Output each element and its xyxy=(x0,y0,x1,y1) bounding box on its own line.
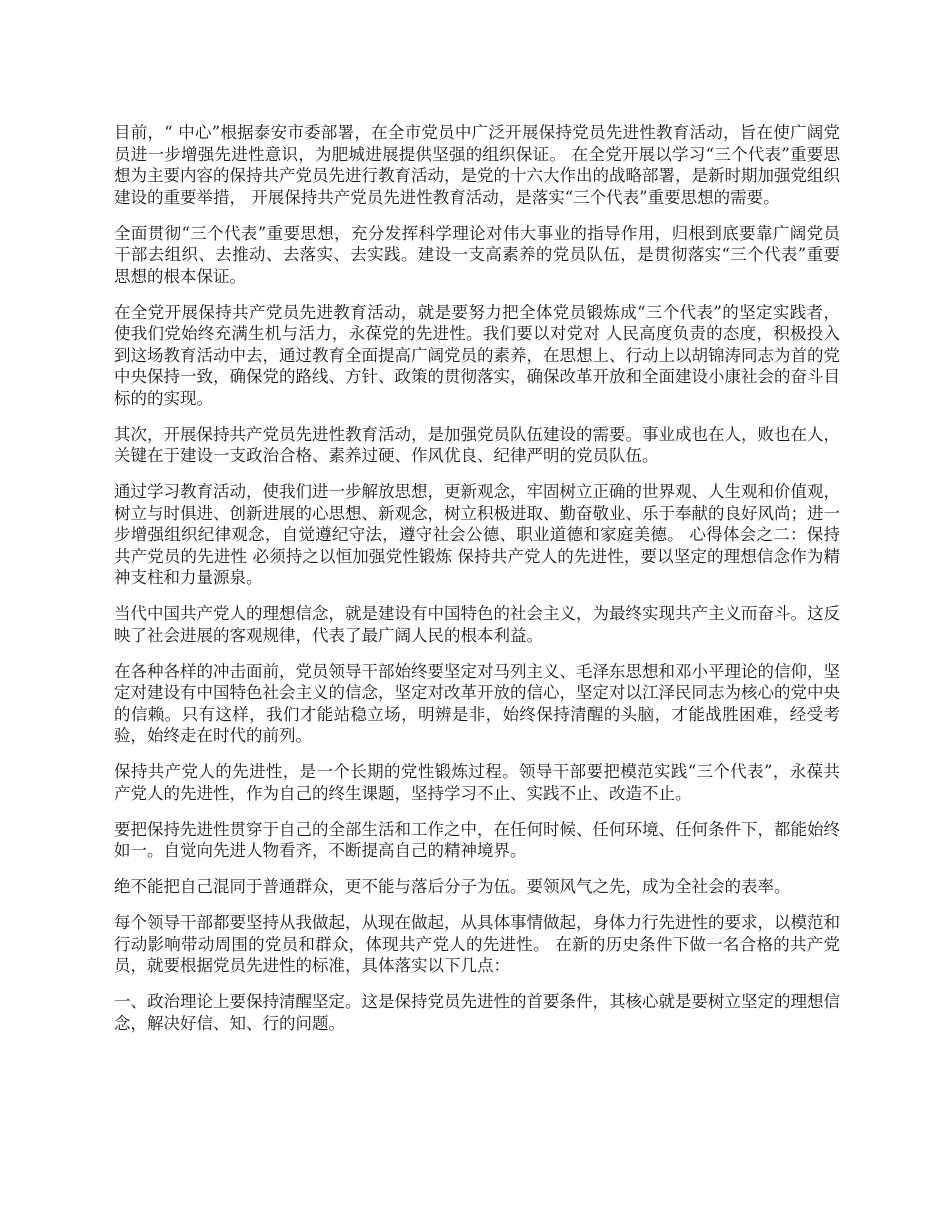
paragraph-11: 每个领导干部都要坚持从我做起，从现在做起，从具体事情做起，身体力行先进性的要求，以模范和行动影响带动周围的党员和群众，体现共产党人的先进性。 在新的历史条件下做一名合格的共产党员，就要根据党员先进性的标准，具体落实以下几点： xyxy=(114,913,840,975)
paragraph-5: 通过学习教育活动，使我们进一步解放思想，更新观念，牢固树立正确的世界观、人生观和价值观，树立与时俱进、创新进展的心思想、新观念，树立积极进取、勤奋敬业、乐于奉献的良好风尚；进一步增强组织纪律观念，自觉遵纪守法，遵守社会公德、职业道德和家庭美德。 心得体会之二：保持共产党员的先进性 必须持之以恒加强党性锻炼 保持共产党人的先进性，要以坚定的理想信念作为精神支柱和力量源泉。 xyxy=(114,482,840,587)
paragraph-12: 一、政治理论上要保持清醒坚定。这是保持党员先进性的首要条件，其核心就是要树立坚定的理想信念，解决好信、知、行的问题。 xyxy=(114,992,840,1033)
paragraph-6: 当代中国共产党人的理想信念，就是建设有中国特色的社会主义，为最终实现共产主义而奋斗。这反映了社会进展的客观规律，代表了最广阔人民的根本利益。 xyxy=(114,604,840,645)
paragraph-7: 在各种各样的冲击面前，党员领导干部始终要坚定对马列主义、毛泽东思想和邓小平理论的信仰，坚定对建设有中国特色社会主义的信念，坚定对改革开放的信心，坚定对以江泽民同志为核心的党中央的信赖。只有这样，我们才能站稳立场，明辨是非，始终保持清醒的头脑，才能战胜困难，经受考验，始终走在时代的前列。 xyxy=(114,661,840,745)
paragraph-9: 要把保持先进性贯穿于自己的全部生活和工作之中，在任何时候、任何环境、任何条件下，都能始终如一。自觉向先进人物看齐，不断提高自己的精神境界。 xyxy=(114,819,840,860)
paragraph-1: 目前，“ 中心”根据泰安市委部署，在全市党员中广泛开展保持党员先进性教育活动，旨在使广阔党员进一步增强先进性意识，为肥城进展提供坚强的组织保证。 在全党开展以学习“三个代表”重要思想为主要内容的保持共产党员先进行教育活动，是党的十六大作出的战略部署，是新时期加强党组织建设的重要举措， 开展保持共产党员先进性教育活动，是落实“三个代表”重要思想的需要。 xyxy=(114,123,840,207)
paragraph-8: 保持共产党人的先进性，是一个长期的党性锻炼过程。领导干部要把模范实践“三个代表”，永葆共产党人的先进性，作为自己的终生课题，坚持学习不止、实践不止、改造不止。 xyxy=(114,762,840,803)
paragraph-10: 绝不能把自己混同于普通群众，更不能与落后分子为伍。要领风气之先，成为全社会的表率。 xyxy=(114,877,791,896)
paragraph-4: 其次，开展保持共产党员先进性教育活动，是加强党员队伍建设的需要。事业成也在人，败也在人，关键在于建设一支政治合格、素养过硬、作风优良、纪律严明的党员队伍。 xyxy=(114,424,840,465)
paragraph-2: 全面贯彻“三个代表”重要思想，充分发挥科学理论对伟大事业的指导作用，归根到底要靠广阔党员干部去组织、去推动、去落实、去实践。建设一支高素养的党员队伍，是贯彻落实“三个代表”重要思想的根本保证。 xyxy=(114,223,840,286)
document-body xyxy=(114,122,840,1049)
paragraph-3: 在全党开展保持共产党员先进教育活动，就是要努力把全体党员锻炼成“三个代表”的坚定实践者，使我们党始终充满生机与活力，永葆党的先进性。我们要以对党对 人民高度负责的态度，积极投入到这场教育活动中去，通过教育全面提高广阔党员的素养，在思想上、行动上以胡锦涛同志为首的党中央保持一致，确保党的路线、方针、政策的贯彻落实，确保改革开放和全面建设小康社会的奋斗目标的的实现。 xyxy=(114,302,840,408)
